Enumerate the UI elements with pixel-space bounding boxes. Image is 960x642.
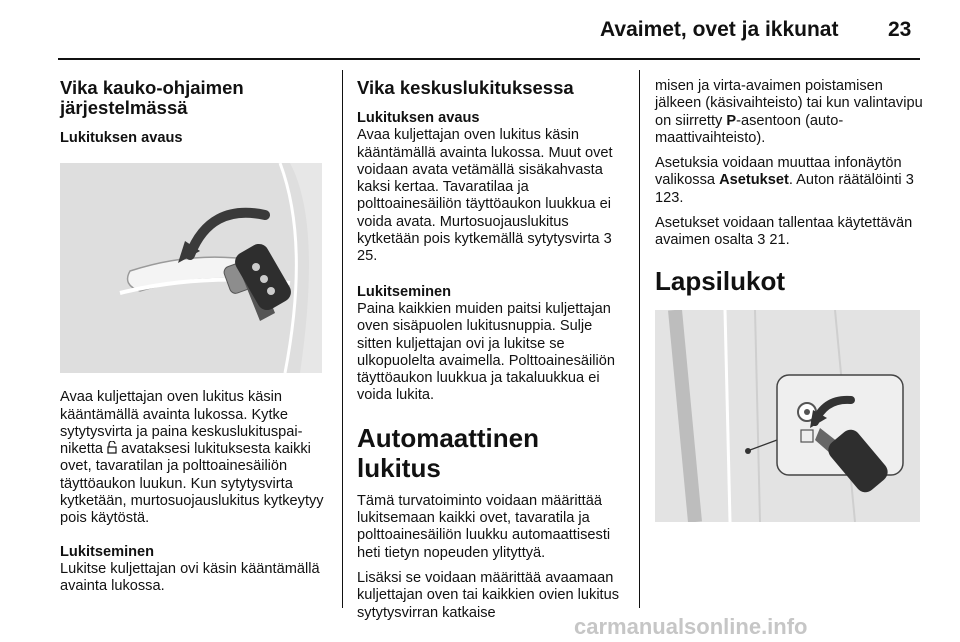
page-reference: 21. bbox=[769, 232, 790, 249]
lock-open-icon bbox=[107, 441, 117, 453]
column-2 bbox=[357, 72, 627, 630]
paragraph-auto-2: Lisäksi se voidaan määrittää avaamaan kuljettajan oven tai kaikkien ovien lukitus sytytysvirran katkaise bbox=[357, 569, 620, 621]
column-1 bbox=[60, 72, 328, 604]
paragraph-unlock: Avaa kuljettajan oven lukitus käsin kääntämällä avainta lukossa. Kytke sytytysvirta ja paina keskuslukituspainiketta avataksesi lukituksesta kaikki ovet, tavaratilan ja polttoainesäiliön täyttöaukon luukun. Kun sytytysvirta kytketään, murtosuojauslukitus kytkeytyy pois käytöstä. bbox=[60, 389, 324, 527]
subheading-lock: Lukitseminen bbox=[357, 283, 452, 300]
subheading-unlock: Lukituksen avaus bbox=[357, 110, 480, 126]
subheading-unlock: Lukituksen avaus bbox=[60, 130, 183, 146]
paragraph-lock: Lukitse kuljettajan ovi käsin kääntämällä avainta lukossa. bbox=[60, 560, 320, 595]
section-heading-automatic-locking: Automaattinen lukitus bbox=[357, 422, 539, 483]
watermark: carmanualsonline.info bbox=[574, 614, 808, 639]
page-reference-icon: 3 bbox=[603, 231, 612, 248]
page-number: 23 bbox=[888, 18, 912, 41]
running-header-title: Avaimet, ovet ja ikkunat bbox=[600, 18, 839, 41]
door-handle-key-illustration bbox=[60, 163, 322, 373]
paragraph-save: Asetukset voidaan tallentaa käytettävän avaimen osalta 3 21. bbox=[655, 215, 913, 249]
section-heading: Vika keskuslukituksessa bbox=[357, 77, 574, 98]
page-reference-icon: 3 bbox=[905, 172, 914, 189]
subheading-lock: Lukitseminen bbox=[60, 543, 155, 560]
column-divider bbox=[342, 70, 343, 608]
header-rule bbox=[58, 58, 920, 60]
column-divider bbox=[639, 70, 640, 608]
section-heading-child-locks: Lapsilukot bbox=[655, 265, 786, 296]
paragraph-continued: misen ja virta-avaimen poistamisen jälkeen (käsivaihteisto) tai kun valintavipu on siirretty P-asentoon (automaattivaihteisto). bbox=[655, 78, 923, 146]
column-3 bbox=[655, 72, 923, 522]
paragraph-auto-1: Tämä turvatoiminto voidaan määrittää lukitsemaan kaikki ovet, tavaratila ja polttoainesäiliön luukku automaattisesti heti tietyn nopeuden ylityttyä. bbox=[357, 492, 611, 561]
page-reference-icon: 3 bbox=[757, 232, 766, 249]
page-reference: 123. bbox=[655, 189, 684, 206]
section-heading: Vika kauko-ohjaimen järjestelmässä bbox=[60, 77, 244, 118]
paragraph-settings: Asetuksia voidaan muuttaa infonäytön valikossa Asetukset. Auton räätälöinti 3 123. bbox=[655, 155, 914, 206]
paragraph-lock: Paina kaikkien muiden paitsi kuljettajan oven sisäpuolen lukitusnuppia. Sulje sitten kuljettajan ovi ja lukitse se ulkopuolelta avaimella. Polttoainesäiliön täyttöaukon luukkua ja takaluukkua ei voida lukita. bbox=[357, 300, 615, 404]
page-reference: 25. bbox=[357, 248, 378, 265]
child-lock-illustration bbox=[655, 310, 920, 522]
paragraph-unlock: Avaa kuljettajan oven lukitus käsin kääntämällä avainta lukossa. Muut ovet voidaan avata vetämällä sisäkahvasta kaksi kertaa. Tavaratilaa ja polttoainesäiliön täyttöaukon luukkua ei voida avata. Murtosuojauslukitus kytketään pois kytkemällä sytytysvirta 3 25. bbox=[357, 127, 613, 265]
